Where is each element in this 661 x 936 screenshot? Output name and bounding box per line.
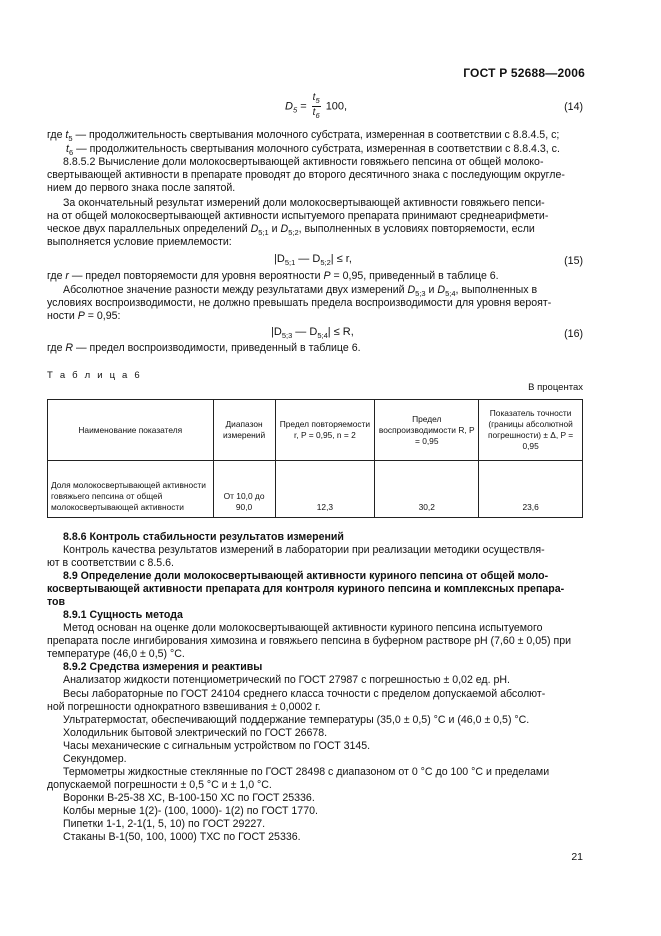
formula-16 [271, 326, 354, 340]
section-89-line2: косвертывающей активности препарата для контроля куриного пепсина и комплексных препара- [47, 583, 565, 595]
paragraph-8852-line2: свертывающей активности в препарате проводят до второго десятичного знака с последующим округле- [47, 169, 565, 181]
table-header-cell: Предел воспроизводимости R, P = 0,95 [375, 400, 479, 461]
formula-sub: 5 [315, 96, 320, 105]
list-item: Термометры жидкостные стеклянные по ГОСТ 28498 с диапазоном от 0 °С до 100 °С и пределами [63, 766, 550, 778]
text: = 0,95: [84, 310, 121, 322]
equation-number-14: (14) [564, 101, 583, 113]
paragraph-final-line4: выполняется условие приемлемости: [47, 236, 232, 248]
text: где [47, 129, 66, 141]
sub: 5 [68, 134, 73, 144]
list-item: Анализатор жидкости потенциометрический по ГОСТ 27987 с погрешностью ± 0,02 ед. pH. [63, 674, 510, 686]
paragraph-final-line1: За окончательный результат измерений доли молокосвертывающей активности говяжьего пепси- [63, 197, 545, 209]
list-item: Пипетки 1-1, 2-1(1, 5, 10) по ГОСТ 29227. [63, 818, 266, 830]
text: — продолжительность свертывания молочного субстрата, измеренная в соответствии с 8.8.4.3, с. [73, 143, 560, 155]
formula-sub: 5;2 [320, 258, 331, 268]
text: — продолжительность свертывания молочного субстрата, измеренная в соответствии с 8.8.4.5, с; [72, 129, 560, 141]
table-header-row [48, 400, 583, 461]
table-cell: 30,2 [375, 461, 479, 518]
paragraph-final-line2: на от общей молокосвертывающей активности испытуемого препарата принимают среднеарифмети- [47, 210, 549, 222]
table-cell: 12,3 [275, 461, 375, 518]
table-cell: От 10,0 до 90,0 [213, 461, 275, 518]
equation-number-16: (16) [564, 328, 583, 340]
list-item: допускаемой погрешности ± 0,5 °С и ± 1,0 °С. [47, 779, 272, 791]
text: где [47, 342, 66, 354]
formula-text: | ≤ R, [327, 326, 354, 338]
where-15 [47, 270, 583, 283]
section-891-line3: температуре (46,0 ± 0,5) °С. [47, 648, 185, 660]
fraction [312, 92, 321, 121]
text: и [425, 284, 438, 296]
var: D [280, 223, 289, 235]
page-number: 21 [571, 851, 583, 863]
list-item: Часы механические с сигнальным устройством по ГОСТ 3145. [63, 740, 371, 752]
text: — предел воспроизводимости, приведенный в таблице 6. [73, 342, 361, 354]
table-row [48, 461, 583, 518]
list-item: Ультратермостат, обеспечивающий поддержание температуры (35,0 ± 0,5) °С и (46,0 ± 0,5) °С. [63, 714, 530, 726]
table-cell: Доля молокосвертывающей активности говяжьего пепсина от общей молокосвертывающей активности [48, 461, 214, 518]
formula-text: — D [292, 326, 318, 338]
section-891-line2: препарата после ингибирования химозина и говяжьего пепсина в буферном растворе pH (7,60 ± 0,05) при [47, 635, 572, 647]
equation-number-15: (15) [564, 255, 583, 267]
fraction-denominator: t [312, 107, 316, 118]
text: и [268, 223, 281, 235]
list-item: ной погрешности однократного взвешивания ± 0,0002 г. [47, 701, 321, 713]
table-header-cell: Наименование показателя [48, 400, 214, 461]
section-892-heading: 8.9.2 Средства измерения и реактивы [63, 661, 263, 673]
section-891-heading: 8.9.1 Сущность метода [63, 609, 183, 621]
section-89-line1: 8.9 Определение доли молокосвертывающей активности куриного пепсина от общей моло- [63, 570, 549, 582]
table-units: В процентах [528, 382, 583, 393]
table-cell: 23,6 [479, 461, 583, 518]
var: R [65, 342, 74, 354]
var: r [65, 270, 69, 282]
text: , выполненных в условиях повторяемости, если [298, 223, 535, 235]
formula-text: — D [295, 253, 321, 265]
section-89-line3: тов [47, 596, 66, 608]
section-886-line2: ют в соответствии с 8.5.6. [47, 557, 174, 569]
text: — предел повторяемости для уровня вероятности [68, 270, 324, 282]
text: ческое двух параллельных определений [47, 223, 251, 235]
list-item: Стаканы В-1(50, 100, 1000) ТХС по ГОСТ 25336. [63, 831, 301, 843]
formula-text: |D [271, 326, 282, 338]
paragraph-8852-line1: 8.8.5.2 Вычисление доли молокосвертывающей активности говяжьего пепсина от общей молоко- [63, 156, 544, 168]
document-header: ГОСТ Р 52688—2006 [463, 66, 585, 80]
formula-var: D [285, 100, 293, 113]
table-header-cell: Предел повторяемости r, P = 0,95, n = 2 [275, 400, 375, 461]
paragraph-abs-line2: условиях воспроизводимости, не должно превышать предела воспроизводимости для уровня вероят- [47, 297, 552, 309]
list-item: Весы лабораторные по ГОСТ 24104 среднего класса точности с пределом допускаемой абсолют- [63, 688, 546, 700]
text: , выполненных в [455, 284, 538, 296]
formula-text: |D [274, 253, 285, 265]
table-caption: Т а б л и ц а 6 [47, 370, 142, 381]
formula-sub: 5;3 [281, 331, 293, 341]
var: P [77, 310, 85, 322]
sub: 5;2 [288, 228, 299, 238]
var: P [323, 270, 331, 282]
section-886-line1: Контроль качества результатов измерений в лаборатории при реализации методики осуществля- [63, 544, 545, 556]
var: D [407, 284, 416, 296]
section-886-heading: 8.8.6 Контроль стабильности результатов измерений [63, 531, 344, 543]
paragraph-abs-line3 [47, 310, 583, 323]
text: Абсолютное значение разности между результатами двух измерений [63, 284, 408, 296]
list-item: Холодильник бытовой электрический по ГОСТ 26678. [63, 727, 328, 739]
formula-14: $D_5$ = $\frac{t_5}{t_6}$ 100, [285, 92, 348, 120]
formula-sub: 5;1 [284, 258, 296, 268]
data-table [47, 399, 583, 518]
table-header-cell: Диапазон измерений [213, 400, 275, 461]
sub: 5;4 [445, 289, 456, 299]
table-header-cell: Показатель точности (границы абсолютной погрешности) ± Δ, P = 0,95 [479, 400, 583, 461]
var: D [250, 223, 259, 235]
var: t [66, 143, 69, 155]
formula-text: | ≤ r, [330, 253, 352, 265]
list-item: Колбы мерные 1(2)- (100, 1000)- 1(2) по ГОСТ 1770. [63, 805, 318, 817]
list-item: Секундомер. [63, 753, 127, 765]
text: где [47, 270, 66, 282]
formula-factor: 100, [325, 100, 348, 113]
formula-sub: 5;4 [317, 331, 328, 341]
var: t [65, 129, 69, 141]
paragraph-8852-line3: нием до первого знака после запятой. [47, 182, 236, 194]
sub: 5;1 [258, 228, 269, 238]
formula-sub: 6 [315, 111, 320, 120]
fraction-numerator: t [312, 92, 316, 103]
sub: 6 [68, 148, 74, 158]
text: ности [47, 310, 78, 322]
var: D [437, 284, 446, 296]
text: = 0,95, приведенный в таблице 6. [330, 270, 499, 282]
formula-15 [274, 253, 352, 267]
section-891-line1: Метод основан на оценке доли молокосвертывающей активности куриного пепсина испытуемого [63, 622, 543, 634]
formula-sub: 5 [292, 105, 298, 115]
where-16 [47, 342, 583, 355]
list-item: Воронки В-25-38 ХС, В-100-150 ХС по ГОСТ 25336. [63, 792, 315, 804]
sub: 5;3 [415, 289, 426, 299]
